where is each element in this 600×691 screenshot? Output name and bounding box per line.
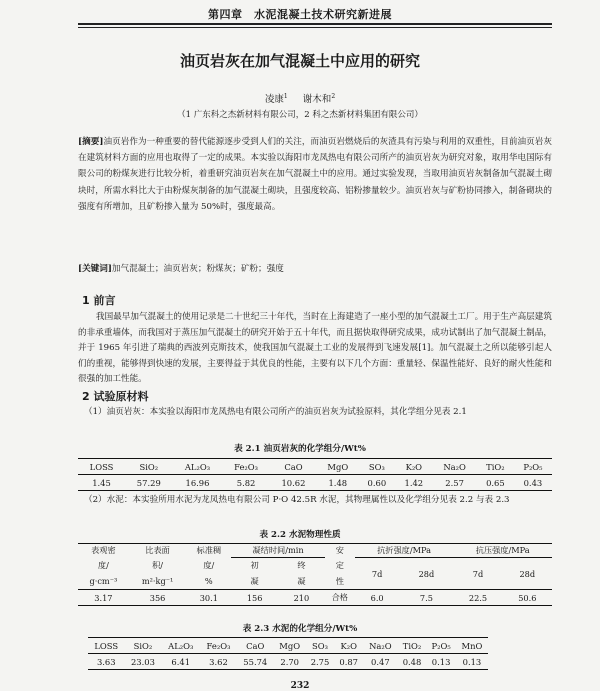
table-header-cell: SiO₂ [133,640,153,651]
table-cell: 2.70 [280,656,300,667]
table-header-cell: 终 [297,560,306,571]
table-cell: 2.75 [310,656,330,667]
table-header-cell: m²·kg⁻¹ [141,576,174,587]
table-header-cell: 7d [371,568,383,579]
table-header-cell: Fe₂O₃ [206,640,231,651]
table-header-cell: 比表面 [145,545,170,556]
table-cell: 50.6 [518,592,537,603]
table-header-cell: 定 [335,560,344,570]
abstract [78,134,552,215]
table-header-cell: 度/ [203,560,215,570]
abstract-text: 油页岩作为一种重要的替代能源逐步受到人们的关注，而油页岩燃烧后的灰渣具有污染与利用的双重性，目前油页岩灰在建筑材料方面的应用也取得了一定的成果。本实验以海阳市龙凤热电有限公司所产的油页岩灰为研究对象，取用华电国际有限公司的粉煤灰进行比较分析，着重研究油页岩灰在加气混凝土中的应用。通过实验发现，当取用油页岩灰制备加气混凝土砌块时，所需水料比大于由粉煤灰制备的加气混凝土砌块，且强度较高、铝粉掺量较少。油页岩灰与矿粉协同掺入，制备砌块的强度有所增加，且矿粉掺入量为 50%时，强度最高。 [78,137,552,212]
table-2-3-caption: 表 2.3 水泥的化学组分/Wt% [242,624,358,634]
table-header-cell: Na₂O [369,640,392,651]
table-cell: 356 [149,592,166,603]
table-cell: 6.0 [370,592,384,603]
page-number: 232 [290,681,310,691]
table-cell: 57.29 [136,477,161,488]
table-header-cell: 度/ [97,560,109,570]
table-cell: 3.63 [96,656,116,667]
table-2-1 [78,458,552,491]
table-header-cell: Na₂O [443,461,466,472]
table-header-cell: 标准稠 [196,545,222,556]
table-header-cell: SO₃ [312,640,328,651]
affiliation: （1 广东科之杰新材料有限公司，2 科之杰新材料集团有限公司） [177,110,423,120]
table-cell: 22.5 [468,592,488,603]
table-cell: 0.87 [339,656,359,667]
abstract-label: [摘要] [78,137,104,147]
table-2-2-caption: 表 2.2 水泥物理性质 [259,530,341,540]
table-cell: 3.62 [209,656,228,667]
table-cell: 1.42 [404,477,424,488]
table-cell: 5.82 [236,477,256,488]
table-header-cell: MgO [327,461,349,472]
table-cell: 0.47 [371,656,390,667]
materials-paragraph-1: （1）油页岩灰：本实验以海阳市龙凤热电有限公司所产的油页岩灰为试验原料，其化学组分见表 2.1 [84,407,467,417]
table-cell: 2.57 [445,477,464,488]
table-header-cell: 安 [335,545,344,556]
table-header-cell: 凝 [250,575,259,586]
table-header-cell: CaO [284,461,303,472]
table-cell: 10.62 [281,477,306,488]
header-rule [78,23,552,25]
table-cell: 0.65 [486,477,505,488]
table-header-cell: MnO [461,640,483,651]
table-header-cell: 28d [519,568,536,579]
table-cell: 16.96 [185,477,210,488]
intro-paragraph: 我国最早加气混凝土的使用记录是二十世纪三十年代，当时在上海建造了一座小型的加气混凝土工厂。用于生产高层建筑的非承重墙体，而我国对于蒸压加气混凝土的研究开始于五十年代，而且据快取得研究成果，成功试制出了加气混凝土制品，并于 1965 年引进了瑞典的西波列克斯技术，使我国加气混凝土工业的发展得到飞速发展[1]。加气混凝土之所以能够引起人们的重视，能够得到快速的发展，主要得益于其优良的性能，主要有以下几个方面：重量轻、保温性能好、良好的耐火性能和很强的加工性能。 [78,312,552,385]
section-heading-intro: 1 前言 [82,294,116,307]
table-header-cell: 抗折强度/MPa [355,544,454,558]
table-header-cell: 表观密 [91,545,116,556]
table-cell: 7.5 [419,592,433,603]
table-header-cell: % [204,576,213,587]
table-header-cell: SO₃ [368,461,385,472]
table-header-cell: 抗压强度/MPa [453,544,552,558]
table-cell: 0.13 [431,656,451,667]
table-header-cell: 28d [418,568,435,579]
materials-paragraph-2: （2）水泥：本实验所用水泥为龙凤热电有限公司 P·O 42.5R 水泥，其物理属性以及化学组分见表 2.2 与表 2.3 [84,495,510,505]
author-name: 凌康 [264,94,284,105]
table-header-cell: LOSS [94,640,119,651]
table-cell: 3.17 [94,592,113,603]
table-header-cell: TiO₂ [402,640,422,651]
table-header-cell: LOSS [89,461,114,472]
author-sup: 1 [283,92,288,100]
table-header-cell: 积/ [152,560,164,570]
table-header-cell: MgO [279,640,301,651]
table-2-3 [88,637,488,670]
table-header-cell: 7d [472,568,484,579]
table-header-cell: 凝结时间/min [231,544,325,558]
table-cell: 合格 [331,592,348,602]
table-cell: 210 [293,592,310,603]
table-header-cell: K₂O [405,461,423,472]
table-header-cell: 性 [335,575,344,586]
table-header-cell: AL₂O₃ [168,640,194,651]
table-header-cell: SiO₂ [139,461,159,472]
table-cell: 1.48 [328,477,348,488]
section-heading-materials: 2 试验原材料 [82,390,149,403]
table-2-2 [78,543,552,606]
table-header-cell: g·cm⁻³ [89,576,118,587]
table-header-cell: 初 [250,560,259,571]
table-cell: 0.60 [367,477,387,488]
author-sup: 2 [331,92,336,100]
table-cell: 0.48 [402,656,422,667]
author-line [0,91,600,105]
table-cell: 30.1 [199,592,218,603]
table-header-cell: 凝 [297,575,306,586]
table-cell: 23.03 [130,656,155,667]
table-cell: 1.45 [92,477,111,488]
table-2-1-caption: 表 2.1 油页岩灰的化学组分/Wt% [234,444,366,454]
table-cell: 156 [246,592,263,603]
table-header-cell: CaO [246,640,265,651]
table-header-cell: AL₂O₃ [184,461,211,472]
header-rule-thin [78,27,552,28]
author-name: 谢木和 [302,94,332,105]
table-header-cell: P₂O₅ [523,461,543,472]
table-cell: 0.43 [523,477,543,488]
keywords [78,262,552,274]
paper-title: 油页岩灰在加气混凝土中应用的研究 [179,52,420,70]
table-header-cell: Fe₂O₃ [234,461,259,472]
running-head: 第四章 水泥混凝土技术研究新进展 [208,8,392,21]
table-header-cell: TiO₂ [486,461,505,472]
keywords-label: [关键词] [78,264,112,274]
table-cell: 6.41 [171,656,191,667]
table-header-cell: P₂O₅ [431,640,451,651]
table-header-cell: K₂O [340,640,357,651]
table-cell: 55.74 [243,656,268,667]
table-cell: 0.13 [462,656,482,667]
keywords-text: 加气混凝土；油页岩灰；粉煤灰；矿粉；强度 [111,264,284,274]
